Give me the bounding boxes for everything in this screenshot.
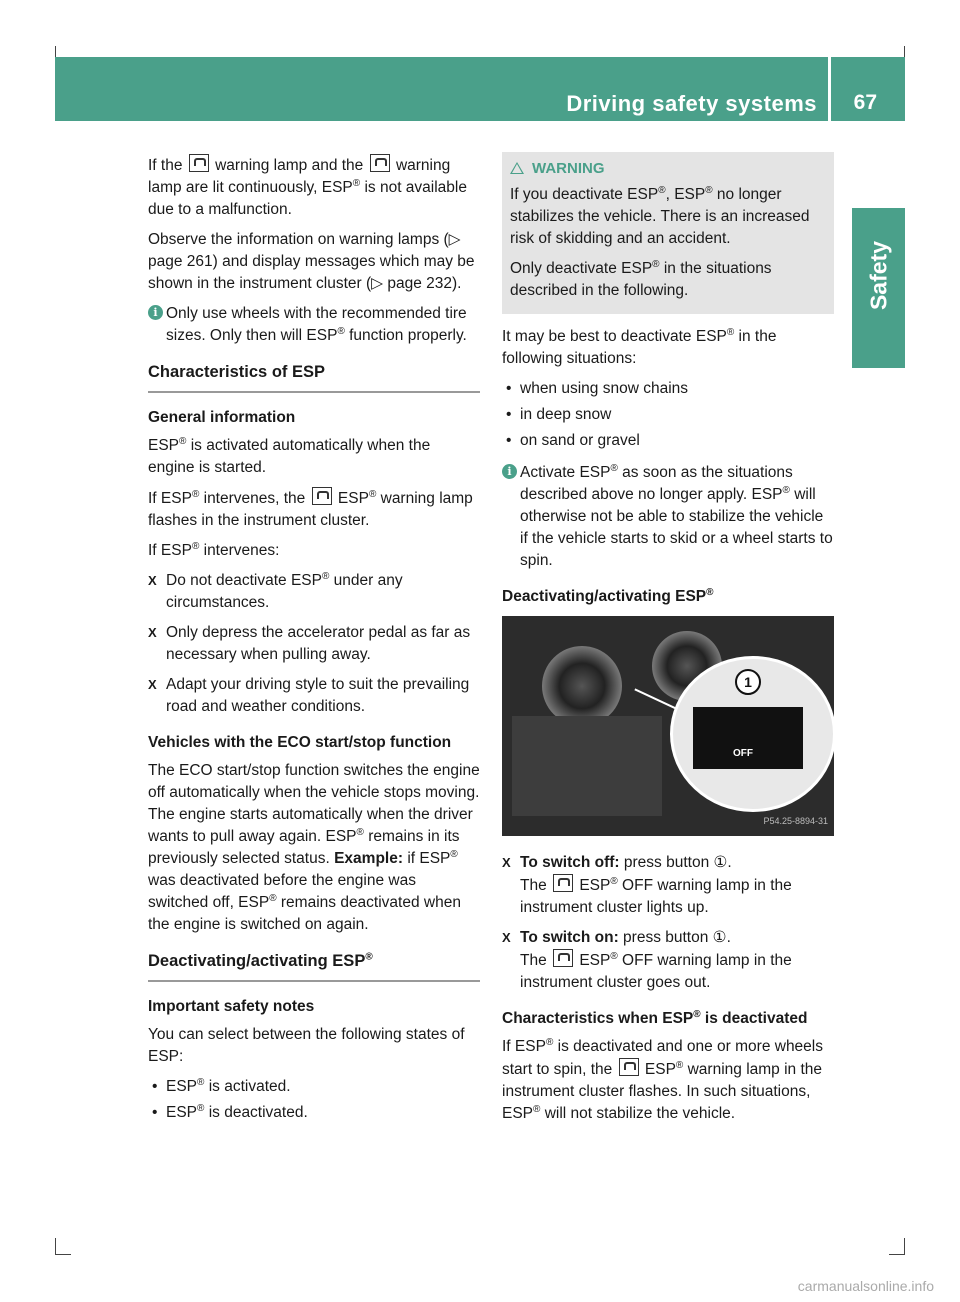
esp-warning-lamp-icon bbox=[619, 1058, 639, 1076]
paragraph: If you deactivate ESP®, ESP® no longer stabilizes the vehicle. There is an increased risk of skidding and an accident. bbox=[510, 184, 810, 247]
esp-warning-lamp-icon bbox=[189, 154, 209, 172]
subheading: Vehicles with the ECO start/stop function bbox=[148, 734, 452, 751]
subheading: Important safety notes bbox=[148, 998, 315, 1015]
control-panel bbox=[512, 716, 662, 816]
paragraph: If ESP® intervenes: bbox=[148, 540, 280, 559]
list-item: • ESP® is activated. bbox=[152, 1076, 291, 1095]
step: X To switch off: press button ①. The ESP® OFF warning lamp in the instrument cluster lights up. bbox=[502, 854, 792, 916]
arrow-icon: X bbox=[502, 855, 511, 870]
heading: Deactivating/activating ESP® bbox=[148, 950, 480, 982]
page-number: 67 bbox=[853, 91, 877, 114]
heading: Characteristics of ESP bbox=[148, 361, 480, 393]
step: X Only depress the accelerator pedal as far as necessary when pulling away. bbox=[148, 624, 471, 663]
info-note: i Activate ESP® as soon as the situations described above no longer apply. ESP® will otherwise not be able to stabilize the vehicle if the vehicle starts to skid or a wheel starts to spin. bbox=[502, 462, 834, 572]
header-separator bbox=[828, 57, 831, 121]
esp-off-lamp-icon bbox=[370, 154, 390, 172]
arrow-icon: X bbox=[148, 573, 157, 588]
arrow-icon: X bbox=[148, 677, 157, 692]
paragraph: Only deactivate ESP® in the situations described in the following. bbox=[510, 258, 772, 299]
left-column bbox=[148, 154, 480, 1128]
paragraph: It may be best to deactivate ESP® in the following situations: bbox=[502, 326, 777, 367]
list-item: • when using snow chains bbox=[506, 380, 689, 397]
callout-number: 1 bbox=[735, 669, 761, 695]
subheading: Deactivating/activating ESP® bbox=[502, 586, 714, 605]
list-item: • ESP® is deactivated. bbox=[152, 1102, 308, 1121]
warning-box bbox=[502, 152, 834, 314]
zoom-circle bbox=[670, 656, 834, 812]
warning-triangle-icon bbox=[510, 162, 524, 174]
esp-warning-lamp-icon bbox=[312, 487, 332, 505]
subheading: General information bbox=[148, 409, 296, 426]
side-tab bbox=[852, 208, 905, 368]
crop-mark bbox=[904, 1238, 905, 1254]
paragraph: If ESP® intervenes, the ESP® warning lamp flashes in the instrument cluster. bbox=[148, 488, 473, 529]
crop-mark bbox=[55, 1254, 71, 1255]
paragraph: If the warning lamp and the warning lamp are lit continuously, ESP® is not available due to a malfunction. bbox=[148, 154, 480, 221]
subheading: Characteristics when ESP® is deactivated bbox=[502, 1008, 808, 1027]
watermark: carmanualsonline.info bbox=[797, 1278, 934, 1294]
section-title: Driving safety systems bbox=[566, 91, 817, 116]
esp-off-button bbox=[693, 707, 803, 769]
paragraph: You can select between the following states of ESP: bbox=[148, 1026, 465, 1065]
list-item: • on sand or gravel bbox=[506, 432, 640, 449]
step: X Adapt your driving style to suit the prevailing road and weather conditions. bbox=[148, 676, 470, 715]
air-vent bbox=[542, 646, 622, 726]
side-tab-label: Safety bbox=[865, 240, 892, 311]
right-column bbox=[502, 154, 834, 1133]
esp-off-label: OFF bbox=[733, 748, 753, 759]
info-icon: i bbox=[148, 305, 163, 320]
crop-mark bbox=[55, 1238, 56, 1254]
esp-off-lamp-icon bbox=[553, 874, 573, 892]
paragraph: Observe the information on warning lamps (▷ page 261) and display messages which may be shown in the instrument cluster (▷ page 232). bbox=[148, 231, 475, 292]
paragraph: If ESP® is deactivated and one or more wheels start to spin, the ESP® warning lamp in the instrument cluster flashes. In such situations, ESP® will not stabilize the vehicle. bbox=[502, 1036, 823, 1122]
paragraph: The ECO start/stop function switches the engine off automatically when the vehicle stops moving. The engine starts automatically when the driver wants to pull away again. ESP® remains in its previously selected status. Example: if ESP® was deactivated before the engine was switched off, ESP® remains deactivated when the engine is switched on again. bbox=[148, 762, 480, 933]
paragraph: ESP® is activated automatically when the engine is started. bbox=[148, 435, 431, 476]
step: X To switch on: press button ①. The ESP® OFF warning lamp in the instrument cluster goes out. bbox=[502, 929, 792, 991]
warning-title: WARNING bbox=[510, 158, 826, 180]
page-header bbox=[55, 57, 905, 121]
step: X Do not deactivate ESP® under any circumstances. bbox=[148, 570, 403, 611]
arrow-icon: X bbox=[502, 930, 511, 945]
esp-button-photo bbox=[502, 616, 834, 836]
image-code: P54.25-8894-31 bbox=[763, 816, 828, 826]
crop-mark bbox=[889, 1254, 905, 1255]
arrow-icon: X bbox=[148, 625, 157, 640]
info-note: i Only use wheels with the recommended tire sizes. Only then will ESP® function properly. bbox=[148, 303, 480, 347]
info-icon: i bbox=[502, 464, 517, 479]
list-item: • in deep snow bbox=[506, 406, 612, 423]
esp-off-lamp-icon bbox=[553, 949, 573, 967]
